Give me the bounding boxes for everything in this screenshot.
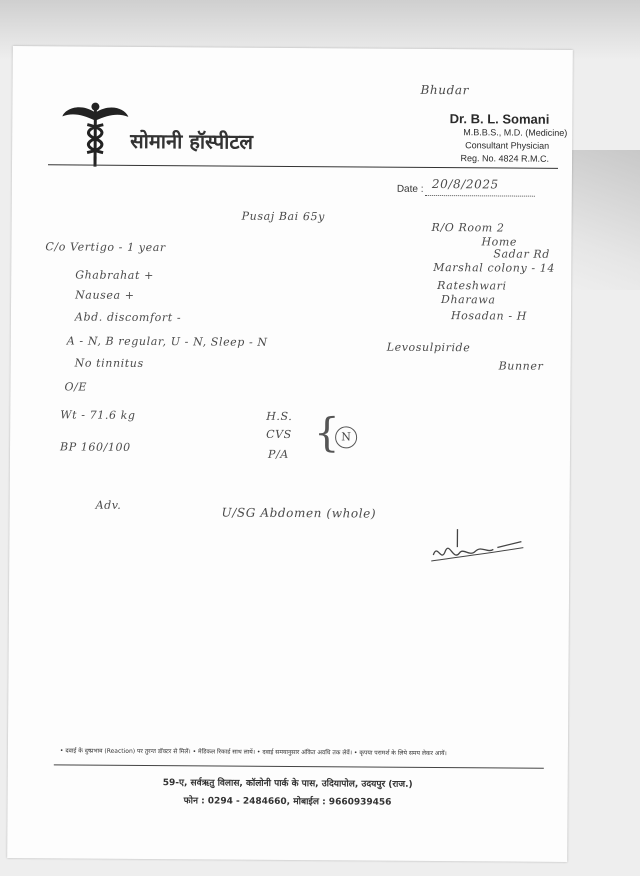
weight: Wt - 71.6 kg bbox=[60, 408, 136, 422]
doctor-info bbox=[372, 111, 567, 166]
date-value: 20/8/2025 bbox=[431, 176, 499, 192]
address-line: Dharawa bbox=[441, 293, 496, 307]
referral-line: Bunner bbox=[498, 359, 544, 373]
complaint-line: No tinnitus bbox=[74, 356, 144, 370]
exam-brace: { bbox=[313, 410, 340, 457]
footer-notes: • दवाई के दुष्प्रभाव (Reaction) पर तुरन्त डॉक्टर से मिलें। • मेडिकल रिकार्ड साथ लायें। • दवाई समयानुसार अंकित अवधि तक लेवें। • कृपया परामर्श के लिये समय लेकर आयें। bbox=[59, 747, 447, 758]
address-line: Hosadan - H bbox=[450, 309, 528, 323]
doctor-name: Dr. B. L. Somani bbox=[449, 111, 550, 127]
address-line: Sadar Rd bbox=[493, 247, 551, 261]
registration-number: Reg. No. 4824 R.M.C. bbox=[460, 153, 550, 164]
scan-shadow-right bbox=[570, 150, 640, 290]
doctor-title: Consultant Physician bbox=[465, 140, 550, 151]
doctor-degrees: M.B.B.S., M.D. (Medicine) bbox=[463, 127, 568, 138]
clinic-phone: फोन : 0294 - 2484660, मोबाईल : 9660939456 bbox=[183, 796, 392, 808]
date-label: Date : bbox=[396, 183, 424, 195]
oe-label: O/E bbox=[64, 380, 88, 394]
address-line: Home bbox=[481, 235, 518, 249]
patient-line: Pusaj Bai 65y bbox=[241, 209, 325, 224]
exam-hs: H.S. bbox=[266, 409, 293, 424]
complaint-line: Nausea + bbox=[75, 288, 135, 302]
address-line: R/O Room 2 bbox=[431, 220, 505, 235]
signature bbox=[427, 527, 527, 568]
date-line bbox=[425, 195, 535, 197]
complaint-line: Ghabrahat + bbox=[75, 268, 154, 283]
prescription-sheet bbox=[7, 46, 573, 862]
footer-divider bbox=[54, 764, 544, 768]
exam-result: N bbox=[335, 426, 357, 448]
exam-pa: P/A bbox=[267, 447, 289, 461]
complaint-line: C/o Vertigo - 1 year bbox=[45, 240, 166, 255]
address-line: Rateshwari bbox=[437, 279, 507, 293]
exam-cvs: CVS bbox=[266, 427, 292, 442]
clinic-address: 59-ए, सर्वऋतु विलास, कॉलोनी पार्क के पास, उदियापोल, उदयपुर (राज.) bbox=[162, 778, 413, 790]
complaint-line: A - N, B regular, U - N, Sleep - N bbox=[66, 334, 268, 349]
top-note: Bhudar bbox=[420, 82, 470, 98]
referral-line: Levosulpiride bbox=[386, 340, 471, 355]
investigation: U/SG Abdomen (whole) bbox=[221, 505, 377, 521]
blood-pressure: BP 160/100 bbox=[59, 440, 131, 454]
address-line: Marshal colony - 14 bbox=[433, 260, 556, 275]
advice-label: Adv. bbox=[95, 498, 122, 512]
hospital-name: सोमानी हॉस्पीटल bbox=[130, 128, 254, 154]
caduceus-icon bbox=[60, 98, 130, 168]
complaint-line: Abd. discomfort - bbox=[74, 310, 182, 325]
